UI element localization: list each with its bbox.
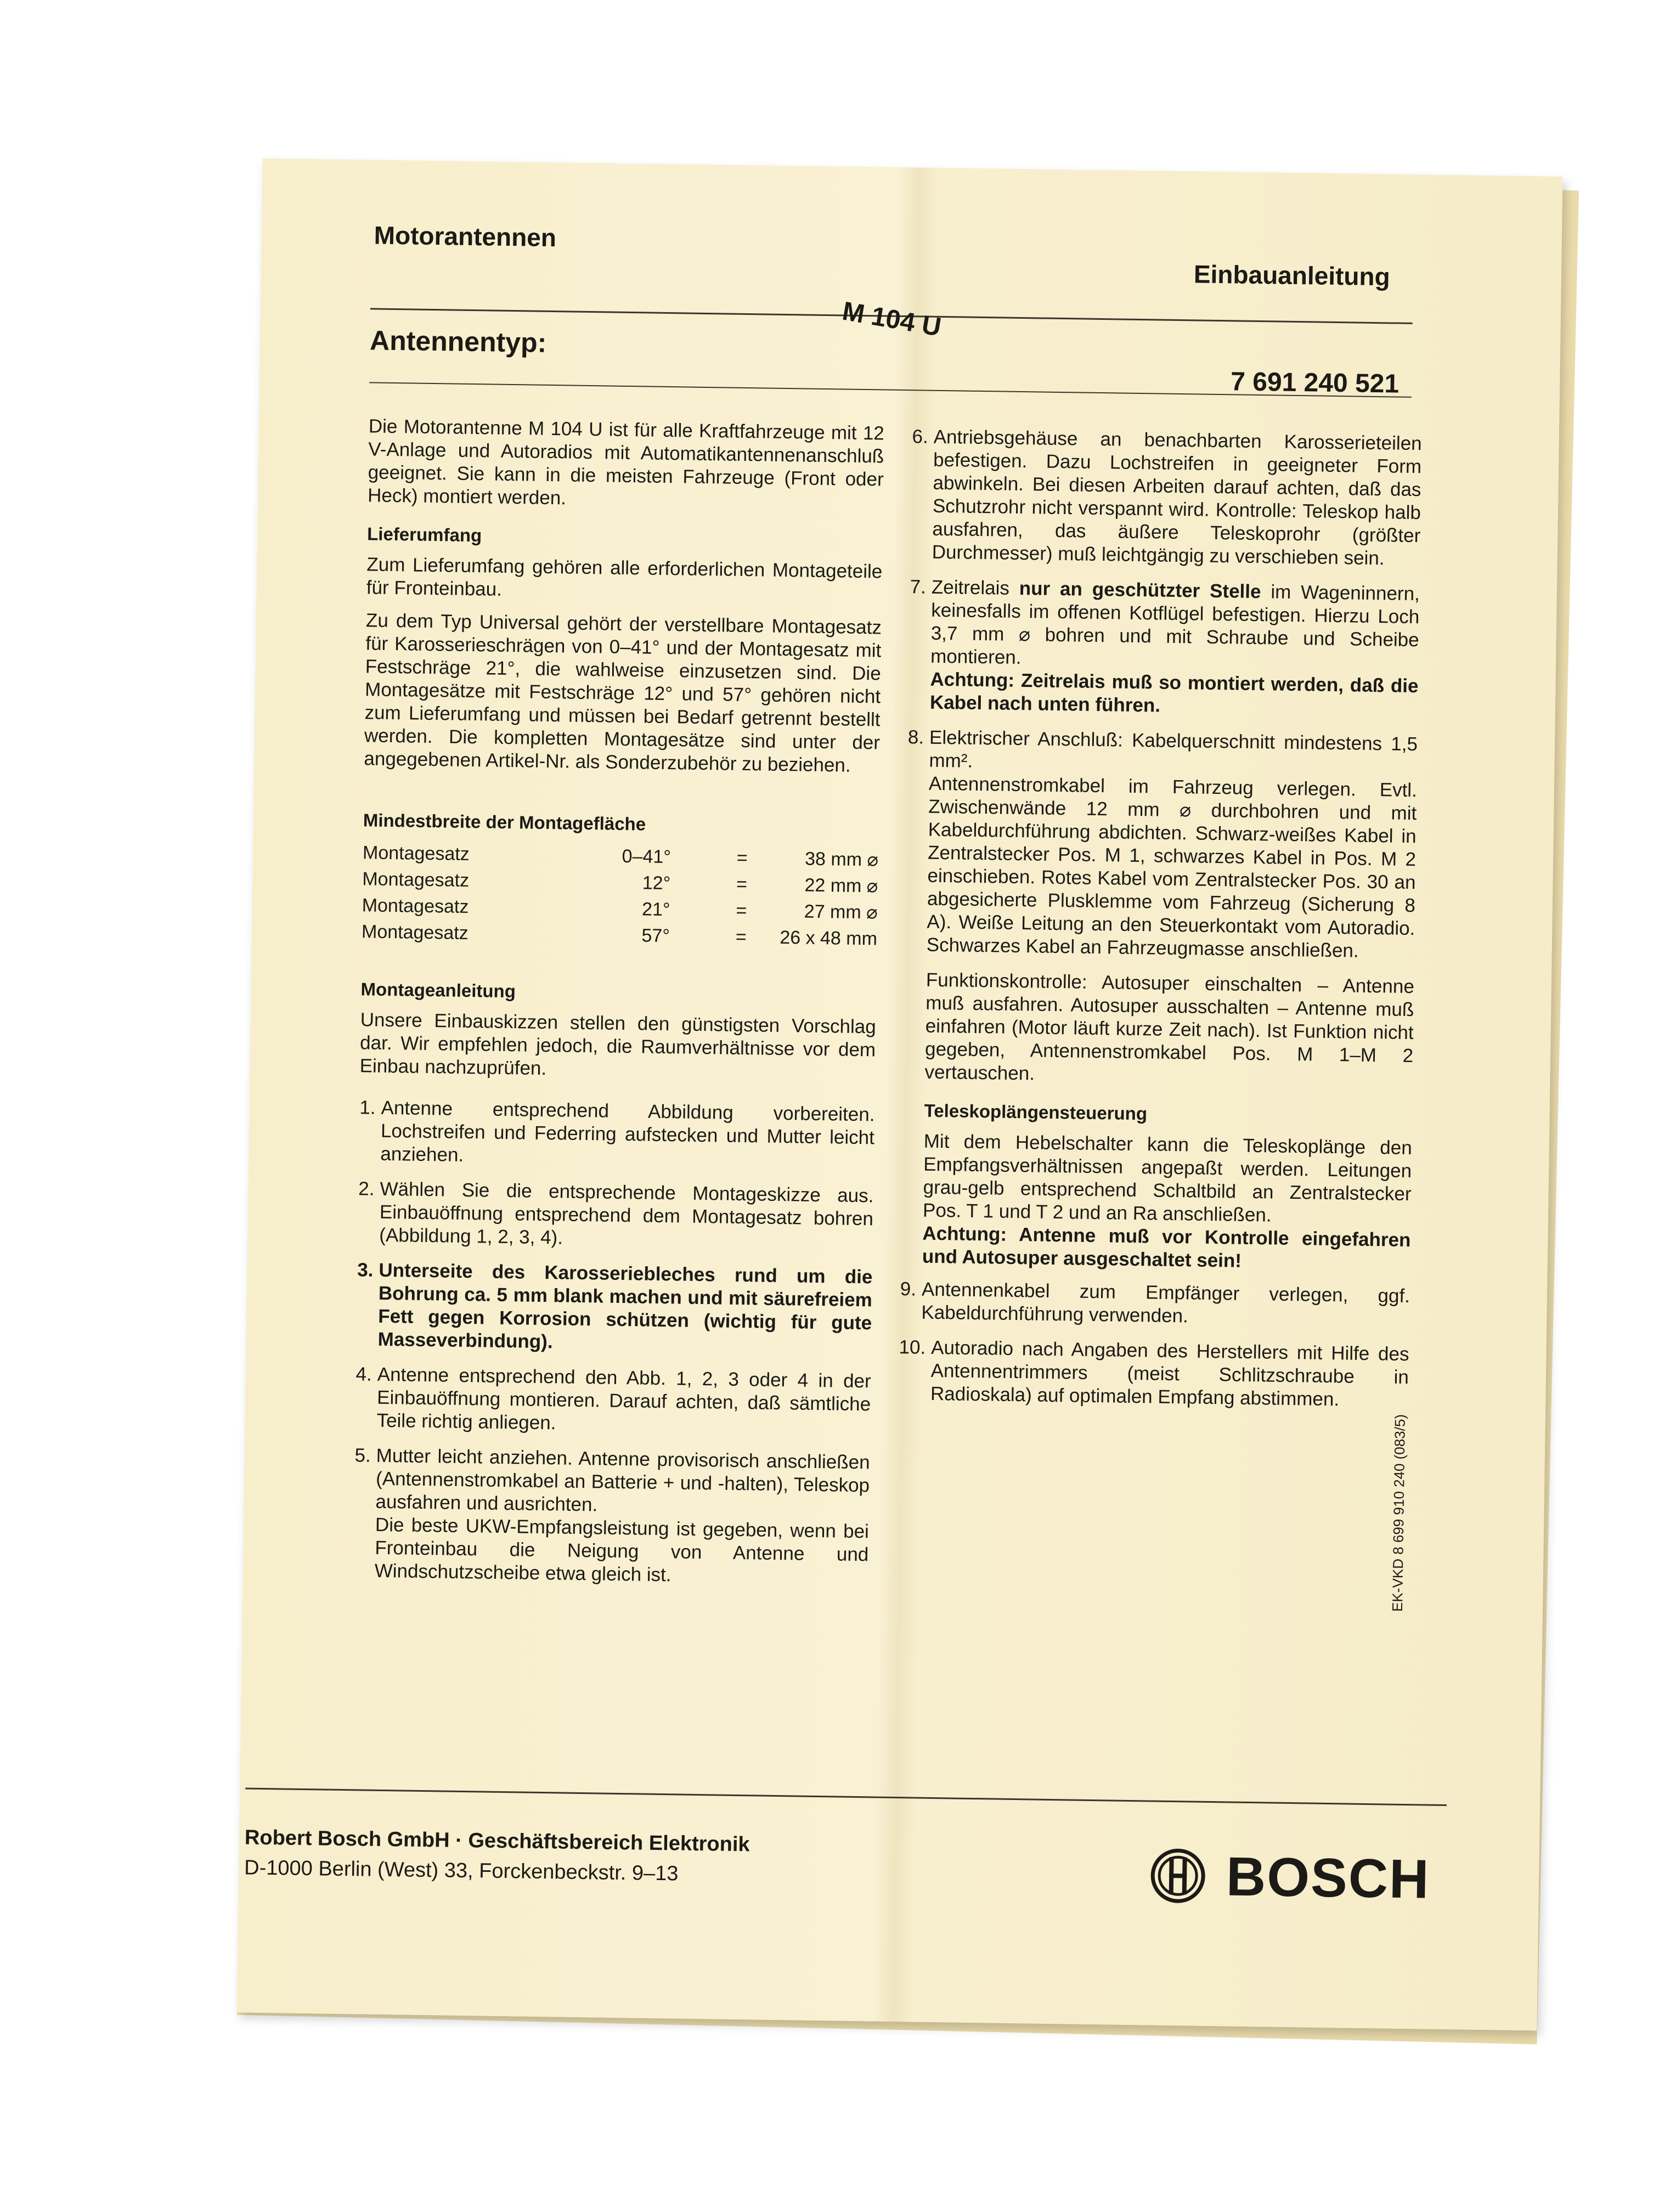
- model-name: M 104 U: [840, 296, 944, 342]
- step-text: Unterseite des Karosseriebleches rund um die Bohrung ca. 5 mm blank machen und mit säurefreiem Fett gegen Korrosion schützen (wichtig für gute Masseverbindung).: [377, 1259, 873, 1353]
- montage-intro: Unsere Einbauskizzen stellen den günstigsten Vorschlag dar. Wir empfehlen jedoch, die Raumverhältnisse vor dem Einbau nachzuprüfen.: [359, 1009, 876, 1080]
- title-einbauanleitung: Einbauanleitung: [1193, 259, 1391, 291]
- row-angle: 12°: [642, 872, 671, 894]
- footer-rule: [245, 1787, 1447, 1806]
- step-6: [910, 425, 1422, 571]
- step-text: [374, 1444, 870, 1590]
- step-text: [930, 576, 1420, 721]
- step-number: 1.: [359, 1097, 376, 1119]
- row-eq: =: [736, 873, 748, 895]
- step-4: [354, 1363, 871, 1439]
- step-text: Antriebsgehäuse an benachbarten Karosserieteilen befestigen. Dazu Lochstreifen in geeigneter Form abwinkeln. Bei diesen Arbeiten darauf achten, daß das Schutzrohr nicht verspannt wird. Kontrolle: Teleskop halb ausfahren, das äußere Teleskoprohr (größter Durchmesser) muß leichtgängig zu verschieben sein.: [932, 426, 1422, 569]
- teleskop-text: Mit dem Hebelschalter kann die Teleskoplänge den Empfangsverhältnissen angepaßt werden. Leitungen grau-gelb entsprechend Schaltbild an Zentralstecker Pos. T 1 und T 2 und an Ra anschließen.: [922, 1130, 1413, 1226]
- step-number: 5.: [354, 1444, 371, 1466]
- step-number: 10.: [899, 1336, 926, 1358]
- row-name: Montagesatz: [362, 842, 470, 865]
- antennentyp-label: Antennentyp:: [369, 325, 547, 358]
- step-8-part-a: Elektrischer Anschluß: Kabelquerschnitt mindestens 1,5 mm².: [929, 726, 1418, 772]
- step-text: Antennenkabel zum Empfänger verlegen, ggf. Kabeldurchführung verwenden.: [921, 1278, 1410, 1327]
- step-5-text: Mutter leicht anziehen. Antenne provisorisch anschließen (Antennenstromkabel an Batterie + und -halten), Teleskop ausfahren und ausrichten.: [375, 1444, 870, 1516]
- lieferumfang-text-1: Zum Lieferumfang gehören alle erforderlichen Montageteile für Fronteinbau.: [366, 554, 883, 600]
- left-column: [352, 415, 884, 1601]
- row-eq: =: [736, 900, 747, 922]
- intro-text: Die Motorantenne M 104 U ist für alle Kraftfahrzeuge mit 12 V-Anlage und Autoradios mit Automatikantennenanschluß geeignet. Sie kann in die meisten Fahrzeuge (Front oder Heck) montiert werden.: [367, 415, 885, 509]
- step-2: [357, 1177, 874, 1254]
- step-text: Wählen Sie die entsprechende Montageskizze aus. Einbauöffnung entsprechend dem Montagesatz bohren (Abbildung 1, 2, 3, 4).: [379, 1178, 874, 1249]
- step-text: Autoradio nach Angaben des Herstellers mit Hilfe des Antennentrimmers (meist Schlitzschraube in Radioskala) auf optimalen Empfang abstimmen.: [930, 1336, 1409, 1410]
- step-3: [356, 1259, 872, 1358]
- step-7-warning: Achtung: Zeitrelais muß so montiert werden, daß die Kabel nach unten führen.: [929, 668, 1419, 716]
- title-motorantennen: Motorantennen: [374, 221, 557, 252]
- bosch-logo-icon: [1149, 1847, 1206, 1904]
- row-name: Montagesatz: [362, 895, 469, 917]
- funktionskontrolle-text: Funktionskontrolle: Autosuper einschalten – Antenne muß ausfahren. Autosuper ausschalten – Antenne muß einfahren (Motor läuft kurze Zeit nach). Ist Funktion nicht gegeben, Antennenstromkabel Pos. M 1–M 2 vertauschen.: [924, 969, 1415, 1085]
- step-number: 2.: [358, 1178, 375, 1200]
- row-angle: 0–41°: [622, 845, 672, 868]
- step-text: Antenne entsprechend Abbildung vorbereiten. Lochstreifen und Federring aufstecken und Mutter leicht anziehen.: [380, 1097, 875, 1166]
- teleskop-warning: Achtung: Antenne muß vor Kontrolle eingefahren und Autosuper ausgeschaltet sein!: [922, 1222, 1411, 1272]
- step-number: 8.: [907, 726, 924, 748]
- side-code: EK-VKD 8 699 910 240 (083/5): [1389, 1414, 1408, 1612]
- bosch-wordmark: BOSCH: [1226, 1846, 1431, 1910]
- row-eq: =: [735, 926, 747, 948]
- row-name: Montagesatz: [362, 868, 470, 891]
- step-7-part-b: nur an geschützter Stelle: [1019, 577, 1261, 603]
- row-size: 27 mm ⌀: [804, 901, 878, 923]
- mindestbreite-table: [362, 839, 879, 952]
- lieferumfang-heading: Lieferumfang: [366, 523, 482, 546]
- step-7: [908, 575, 1420, 721]
- step-5: [352, 1444, 870, 1589]
- step-8-part-b: Antennenstromkabel im Fahrzeug verlegen. Evtl. Zwischenwände 12 mm ⌀ durchbohren und mit Kabeldurchführung abdichten. Schwarz-weißes Kabel in Zentralstecker Pos. M 1, schwarzes Kabel in Pos. M 2 einschieben. Rotes Kabel vom Zentralstecker Pos. 30 an abgesicherte Plusklemme vom Fahrzeug (Sicherung 8 A). Weiße Leitung an den Steuerkontakt vom Autoradio. Schwarzes Kabel an Fahrzeugmasse anschließen.: [926, 772, 1418, 962]
- step-text: Antenne entsprechend den Abb. 1, 2, 3 oder 4 in der Einbauöffnung montieren. Darauf achten, daß sämtliche Teile richtig anliegen.: [376, 1363, 871, 1434]
- lieferumfang-text-2: Zu dem Typ Universal gehört der verstellbare Montagesatz für Karosserieschrägen von 0–41° und der Montagesatz mit Festschräge 21°, die wahlweise einzusetzen sind. Die Montagesätze mit Festschräge 12° und 57° gehören nicht zum Lieferumfang und müssen bei Bedarf getrennt bestellt werden. Die kompletten Montagesätze sind unter der angegebenen Artikel-Nr. als Sonderzubehör zu beziehen.: [364, 610, 882, 776]
- step-1: [358, 1096, 875, 1172]
- instruction-sheet: [237, 159, 1563, 2031]
- right-column: [898, 425, 1422, 1424]
- step-number: 4.: [356, 1363, 373, 1385]
- step-5-extra: Die beste UKW-Empfangsleistung ist gegeben, wenn bei Fronteinbau die Neigung von Antenne und Windschutzscheibe etwa gleich ist.: [374, 1514, 870, 1586]
- row-size: 38 mm ⌀: [804, 848, 879, 871]
- step-number: 3.: [357, 1259, 374, 1281]
- part-number: 7 691 240 521: [1230, 367, 1400, 399]
- mindestbreite-heading: Mindestbreite der Montagefläche: [363, 810, 646, 834]
- row-angle: 21°: [641, 899, 670, 921]
- teleskop-heading: Teleskoplängensteuerung: [924, 1100, 1148, 1124]
- step-7-part-c: im Wageninnern, keinesfalls im offenen Kotflügel befestigen. Hierzu Loch 3,7 mm ⌀ bohren und mit Schraube und Scheibe montieren.: [930, 581, 1420, 669]
- step-9: [899, 1278, 1410, 1331]
- row-name: Montagesatz: [361, 921, 469, 944]
- step-text: [927, 726, 1418, 963]
- step-8: [905, 726, 1418, 963]
- row-eq: =: [736, 847, 748, 869]
- step-number: 9.: [900, 1278, 917, 1300]
- step-10: [898, 1336, 1409, 1412]
- step-7-part-a: Zeitrelais: [931, 576, 1010, 599]
- row-size: 26 x 48 mm: [780, 927, 878, 950]
- row-angle: 57°: [641, 925, 670, 947]
- row-size: 22 mm ⌀: [804, 874, 878, 897]
- footer-address: D-1000 Berlin (West) 33, Forckenbeckstr. 9–13: [244, 1856, 679, 1886]
- step-number: 6.: [912, 426, 929, 448]
- step-number: 7.: [910, 576, 927, 598]
- footer-company: Robert Bosch GmbH · Geschäftsbereich Elektronik: [244, 1826, 750, 1857]
- montageanleitung-heading: Montageanleitung: [360, 979, 516, 1002]
